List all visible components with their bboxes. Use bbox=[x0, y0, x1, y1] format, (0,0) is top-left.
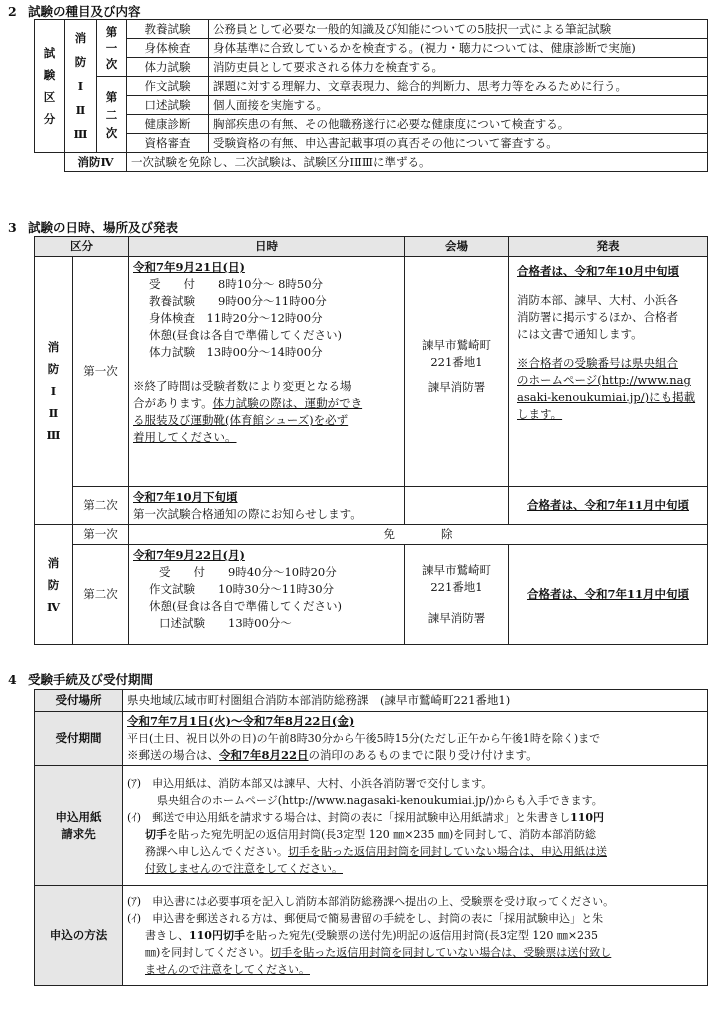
period-deadline: 令和7年8月22日 bbox=[219, 748, 309, 762]
schedule-line: 体力試験 13時00分～14時00分 bbox=[149, 345, 323, 359]
procedure-table bbox=[34, 689, 708, 986]
text-bold: 110円切手 bbox=[189, 929, 245, 942]
exempt-cell: 免 除 bbox=[129, 525, 708, 545]
period-value bbox=[123, 712, 708, 766]
area-label: 試験区分 bbox=[35, 20, 65, 153]
item-name: 口述試験 bbox=[127, 96, 209, 115]
label-line: 申込用紙 bbox=[55, 809, 102, 824]
text-underlined: ませんので注意をしてください。 bbox=[145, 963, 310, 976]
text-line: (ｱ) 申込用紙は、消防本部又は諫早、大村、小浜各消防署で交付します。 bbox=[127, 776, 493, 790]
text-line: (ｲ) 郵送で申込用紙を請求する場合は、封筒の表に「採用試験申込用紙請求」と朱書きし bbox=[127, 810, 571, 824]
stage-label: 第一次 bbox=[73, 257, 129, 487]
iv-label: 消防Ⅳ bbox=[65, 153, 127, 172]
text-line: 書きし、 bbox=[145, 929, 189, 942]
text-line: ㎜)を同封してください。 bbox=[145, 946, 271, 959]
iv-second-result: 合格者は、令和7年11月中旬頃 bbox=[509, 545, 708, 645]
period-label: 受付期間 bbox=[35, 712, 123, 766]
blank-cell bbox=[35, 153, 65, 172]
stage-label: 第二次 bbox=[73, 545, 129, 645]
announce-underlined: のホームページ(http://www.nag bbox=[517, 373, 691, 387]
first-datetime bbox=[129, 257, 405, 487]
section-number: 4 bbox=[8, 672, 17, 687]
note-underlined: 着用してください。 bbox=[133, 430, 237, 444]
item-desc: 身体基準に合致しているかを検査する。(視力・聴力については、健康診断で実施) bbox=[209, 39, 708, 58]
header-venue: 会場 bbox=[405, 237, 509, 257]
iv-second-venue bbox=[405, 545, 509, 645]
result-date: 合格者は、令和7年10月中旬頃 bbox=[517, 264, 680, 278]
note-line: 第一次試験合格通知の際にお知らせします。 bbox=[133, 506, 362, 521]
form-request-value bbox=[123, 766, 708, 886]
item-name: 身体検査 bbox=[127, 39, 209, 58]
group4-label: 消防Ⅳ bbox=[35, 525, 73, 645]
section3-title bbox=[8, 218, 178, 236]
place-value: 県央地域広域市町村圏組合消防本部消防総務課 (諫早市鷲崎町221番地1) bbox=[123, 690, 708, 712]
exam-date: 令和7年10月下旬頃 bbox=[133, 489, 238, 504]
schedule-line: 身体検査 11時20分～12時00分 bbox=[149, 311, 323, 325]
item-name: 健康診断 bbox=[127, 115, 209, 134]
note-underlined: 体力試験の際は、運動ができ bbox=[212, 396, 363, 410]
method-label: 申込の方法 bbox=[35, 886, 123, 986]
period-line: ※郵送の場合は、 bbox=[127, 748, 219, 762]
section-number: 3 bbox=[8, 220, 17, 235]
schedule-line: 教養試験 9時00分～11時00分 bbox=[149, 294, 327, 308]
announce-underlined: ※合格者の受験番号は県央組合 bbox=[517, 356, 678, 370]
iv-second-datetime bbox=[129, 545, 405, 645]
group-label: 消防ⅠⅡⅢ bbox=[65, 20, 97, 153]
second-venue bbox=[405, 487, 509, 525]
second-result: 合格者は、令和7年11月中旬頃 bbox=[509, 487, 708, 525]
item-name: 教養試験 bbox=[127, 20, 209, 39]
group123-label: 消防ⅠⅡⅢ bbox=[35, 257, 73, 525]
section2-title bbox=[8, 2, 141, 20]
section-number: 2 bbox=[8, 4, 17, 19]
section-heading: 試験の日時、場所及び発表 bbox=[28, 220, 179, 235]
text-bold: 切手 bbox=[145, 827, 167, 841]
text-underlined: 付致しませんので注意をしてください。 bbox=[145, 861, 343, 875]
note-line: 合があります。 bbox=[133, 396, 213, 410]
label-line: 請求先 bbox=[61, 826, 96, 841]
text-line: 務課へ申し込んでください。 bbox=[145, 844, 288, 858]
section-heading: 試験の種目及び内容 bbox=[28, 4, 141, 19]
text-line: (ｲ) 申込書を郵送される方は、郵便局で簡易書留の手続をし、封筒の表に「採用試験申込」と朱 bbox=[127, 912, 604, 925]
item-desc: 受験資格の有無、申込書記載事項の真否その他について審査する。 bbox=[209, 134, 708, 153]
header-announce: 発表 bbox=[509, 237, 708, 257]
exam-items-table bbox=[34, 19, 708, 172]
item-name: 資格審査 bbox=[127, 134, 209, 153]
section4-title bbox=[8, 670, 153, 688]
venue-line: 221番地1 bbox=[430, 355, 483, 369]
text-bold: 110円 bbox=[570, 810, 605, 824]
text-line: (ｱ) 申込書には必要事項を記入し消防本部消防総務課へ提出の上、受験票を受け取ってください。 bbox=[127, 895, 615, 908]
form-request-label bbox=[35, 766, 123, 886]
period-line: 平日(土日、祝日以外の日)の午前8時30分から午後5時15分(ただし正午から午後1時を除く)まで bbox=[127, 732, 601, 745]
item-desc: 課題に対する理解力、文章表現力、総合的判断力、思考力等をみるために行う。 bbox=[209, 77, 708, 96]
schedule-table bbox=[34, 236, 708, 645]
announce-line: 消防本部、諫早、大村、小浜各 bbox=[517, 293, 678, 307]
period-line: の消印のあるものまでに限り受け付けます。 bbox=[308, 748, 538, 762]
method-value bbox=[123, 886, 708, 986]
item-desc: 消防吏員として要求される体力を検査する。 bbox=[209, 58, 708, 77]
item-desc: 個人面接を実施する。 bbox=[209, 96, 708, 115]
schedule-line: 休憩(昼食は各自で準備してください) bbox=[149, 599, 342, 613]
item-desc: 公務員として必要な一般的知識及び知能についての5肢択一式による筆記試験 bbox=[209, 20, 708, 39]
second-stage-label: 第二次 bbox=[97, 77, 127, 153]
venue-line: 諫早消防署 bbox=[427, 611, 486, 625]
header-datetime: 日時 bbox=[129, 237, 405, 257]
announce-line: には文書で通知します。 bbox=[517, 327, 643, 341]
note-line: ※終了時間は受験者数により変更となる場 bbox=[133, 379, 352, 393]
announce-underlined: asaki-kenoukumiai.jp/)にも掲載 bbox=[517, 390, 696, 404]
period-date: 令和7年7月1日(火)～令和7年8月22日(金) bbox=[127, 714, 355, 728]
note-underlined: る服装及び運動靴(体育館シューズ)を必ず bbox=[133, 413, 349, 427]
exam-date: 令和7年9月21日(日) bbox=[133, 260, 245, 274]
header-division: 区分 bbox=[35, 237, 129, 257]
text-line: を貼った宛先明記の返信用封筒(長3定型 120 ㎜×235 ㎜)を同封して、消防本部消防総 bbox=[167, 827, 597, 841]
first-venue bbox=[405, 257, 509, 487]
announce-underlined: します。 bbox=[517, 407, 563, 421]
text-underlined: 切手を貼った返信用封筒を同封していない場合は、受験票は送付致し bbox=[270, 946, 612, 959]
item-name: 体力試験 bbox=[127, 58, 209, 77]
exam-date: 令和7年9月22日(月) bbox=[133, 548, 245, 562]
item-desc: 胸部疾患の有無、その他職務遂行に必要な健康度について検査する。 bbox=[209, 115, 708, 134]
second-datetime bbox=[129, 487, 405, 525]
first-announce bbox=[509, 257, 708, 487]
schedule-line: 受 付 9時40分～10時20分 bbox=[159, 565, 337, 579]
first-stage-label: 第一次 bbox=[97, 20, 127, 77]
announce-line: 消防署に掲示するほか、合格者 bbox=[517, 310, 678, 324]
text-line: 県央組合のホームページ(http://www.nagasaki-kenoukumiai.jp/)からも入手できます。 bbox=[157, 793, 603, 807]
venue-line: 諫早消防署 bbox=[427, 380, 486, 394]
stage-label: 第二次 bbox=[73, 487, 129, 525]
iv-desc: 一次試験を免除し、二次試験は、試験区分ⅠⅡⅢに準ずる。 bbox=[127, 153, 708, 172]
item-name: 作文試験 bbox=[127, 77, 209, 96]
section-heading: 受験手続及び受付期間 bbox=[28, 672, 154, 687]
schedule-line: 口述試験 13時00分～ bbox=[159, 616, 292, 630]
schedule-line: 作文試験 10時30分～11時30分 bbox=[149, 582, 335, 596]
text-line: を貼った宛先(受験票の送付先)明記の返信用封筒(長3定型 120 ㎜×235 bbox=[244, 929, 599, 942]
schedule-line: 受 付 8時10分～ 8時50分 bbox=[149, 277, 324, 291]
venue-line: 221番地1 bbox=[430, 580, 483, 594]
text-underlined: 切手を貼った返信用封筒を同封していない場合は、申込用紙は送 bbox=[288, 844, 607, 858]
venue-line: 諫早市鷲崎町 bbox=[422, 338, 491, 352]
stage-label: 第一次 bbox=[73, 525, 129, 545]
schedule-line: 休憩(昼食は各自で準備してください) bbox=[149, 328, 342, 342]
place-label: 受付場所 bbox=[35, 690, 123, 712]
venue-line: 諫早市鷲崎町 bbox=[422, 563, 491, 577]
